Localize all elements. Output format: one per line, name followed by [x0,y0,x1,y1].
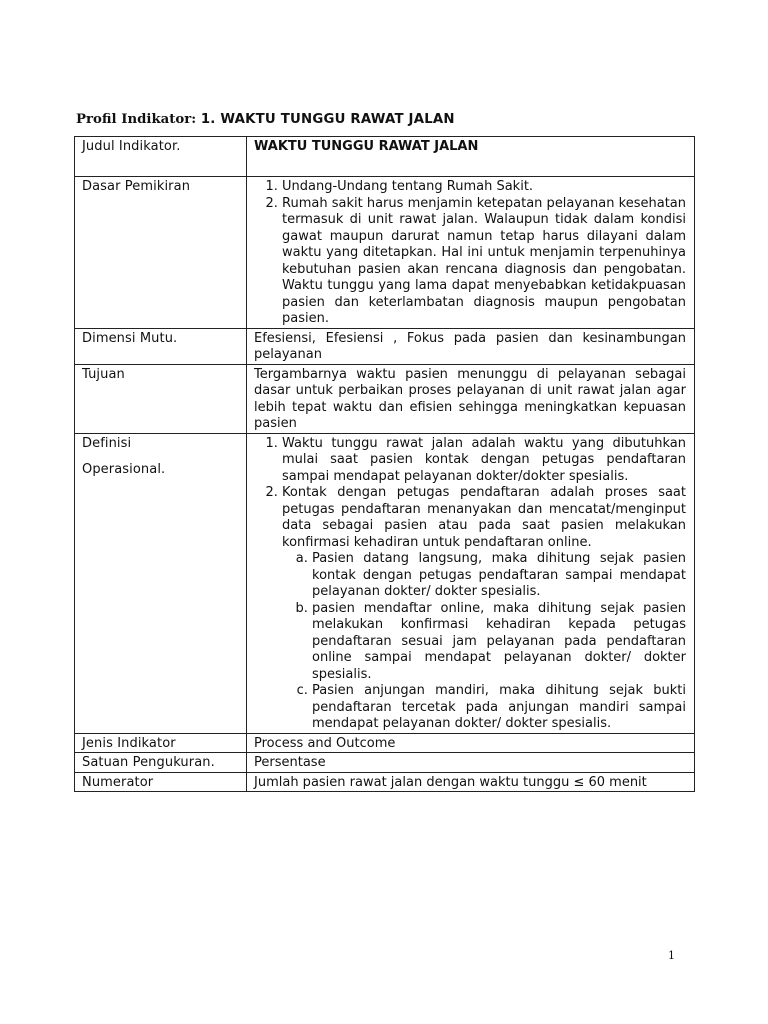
row-jenis-indikator [75,733,695,753]
value-satuan-pengukuran: Persentase [247,753,695,773]
label-jenis-indikator: Jenis Indikator [75,733,247,753]
definisi-item-2-text: Kontak dengan petugas pendaftaran adalah proses saat petugas pendaftaran menanyakan dan mencatat/menginput data sebagai pasien atau pada saat pasien melakukan konfirmasi kehadiran untuk pendaftaran online. [282,485,686,550]
label-dimensi-mutu: Dimensi Mutu. [75,328,247,364]
row-dasar-pemikiran [75,177,695,329]
row-definisi-operasional [75,433,695,733]
row-satuan-pengukuran [75,753,695,773]
definisi-sublist [282,551,686,733]
label-definisi-line1: Definisi [82,435,132,451]
sub-list-item: c. Pasien anjungan mandiri, maka dihitung sejak bukti pendaftaran tercetak pada anjungan mandiri sampai mendapat pelayanan dokter/ dokter spesialis. [312,683,686,733]
row-dimensi-mutu [75,328,695,364]
label-numerator: Numerator [75,772,247,792]
row-numerator [75,772,695,792]
label-satuan-pengukuran: Satuan Pengukuran. [75,753,247,773]
label-judul-indikator: Judul Indikator. [75,137,247,177]
row-judul-indikator [75,137,695,177]
label-definisi-line2: Operasional. [82,462,166,477]
row-tujuan [75,364,695,433]
label-definisi-operasional [75,433,247,733]
value-dimensi-mutu: Efesiensi, Efesiensi , Fokus pada pasien dan kesinambungan pelayanan [247,328,695,364]
title-indicator-name: 1. WAKTU TUNGGU RAWAT JALAN [200,112,455,127]
title-prefix: Profil Indikator: [76,112,197,127]
list-item: 1. Waktu tunggu rawat jalan adalah waktu yang dibutuhkan mulai saat pasien kontak dengan petugas pendaftaran sampai mendapat pelayanan dokter/dokter spesialis. [282,436,686,486]
sub-list-item: a. Pasien datang langsung, maka dihitung sejak pasien kontak dengan petugas pendaftaran sampai mendapat pelayanan dokter/ dokter spesialis. [312,551,686,601]
value-definisi-operasional [247,433,695,733]
value-dasar-pemikiran [247,177,695,329]
list-item [282,485,686,733]
label-dasar-pemikiran: Dasar Pemikiran [75,177,247,329]
dasar-pemikiran-list [254,179,686,328]
definisi-list [254,436,686,733]
value-jenis-indikator: Process and Outcome [247,733,695,753]
page-title [76,112,455,127]
indicator-profile-table [74,136,695,792]
value-judul-indikator: WAKTU TUNGGU RAWAT JALAN [247,137,695,177]
value-tujuan: Tergambarnya waktu pasien menunggu di pelayanan sebagai dasar untuk perbaikan proses pelayanan di unit rawat jalan agar lebih tepat waktu dan efisien sehingga meningkatkan kepuasan pasien [247,364,695,433]
list-item: 2. Rumah sakit harus menjamin ketepatan pelayanan kesehatan termasuk di unit rawat jalan. Walaupun tidak dalam kondisi gawat maupun darurat namun tetap harus dilayani dalam waktu yang ditetapkan. Hal ini untuk menjamin terpenuhinya kebutuhan pasien akan rencana diagnosis dan pengobatan. Waktu tunggu yang lama dapat menyebabkan ketidakpuasan pasien dan keterlambatan diagnosis maupun pengobatan pasien. [282,196,686,328]
value-numerator: Jumlah pasien rawat jalan dengan waktu tunggu ≤ 60 menit [247,772,695,792]
list-item: 1. Undang-Undang tentang Rumah Sakit. [282,179,686,196]
label-tujuan: Tujuan [75,364,247,433]
sub-list-item: b. pasien mendaftar online, maka dihitung sejak pasien melakukan konfirmasi kehadiran kepada petugas pendaftaran sesuai jam pelayanan pada pendaftaran online sampai mendapat pelayanan dokter/ dokter spesialis. [312,601,686,684]
page-number: 1 [668,949,675,962]
